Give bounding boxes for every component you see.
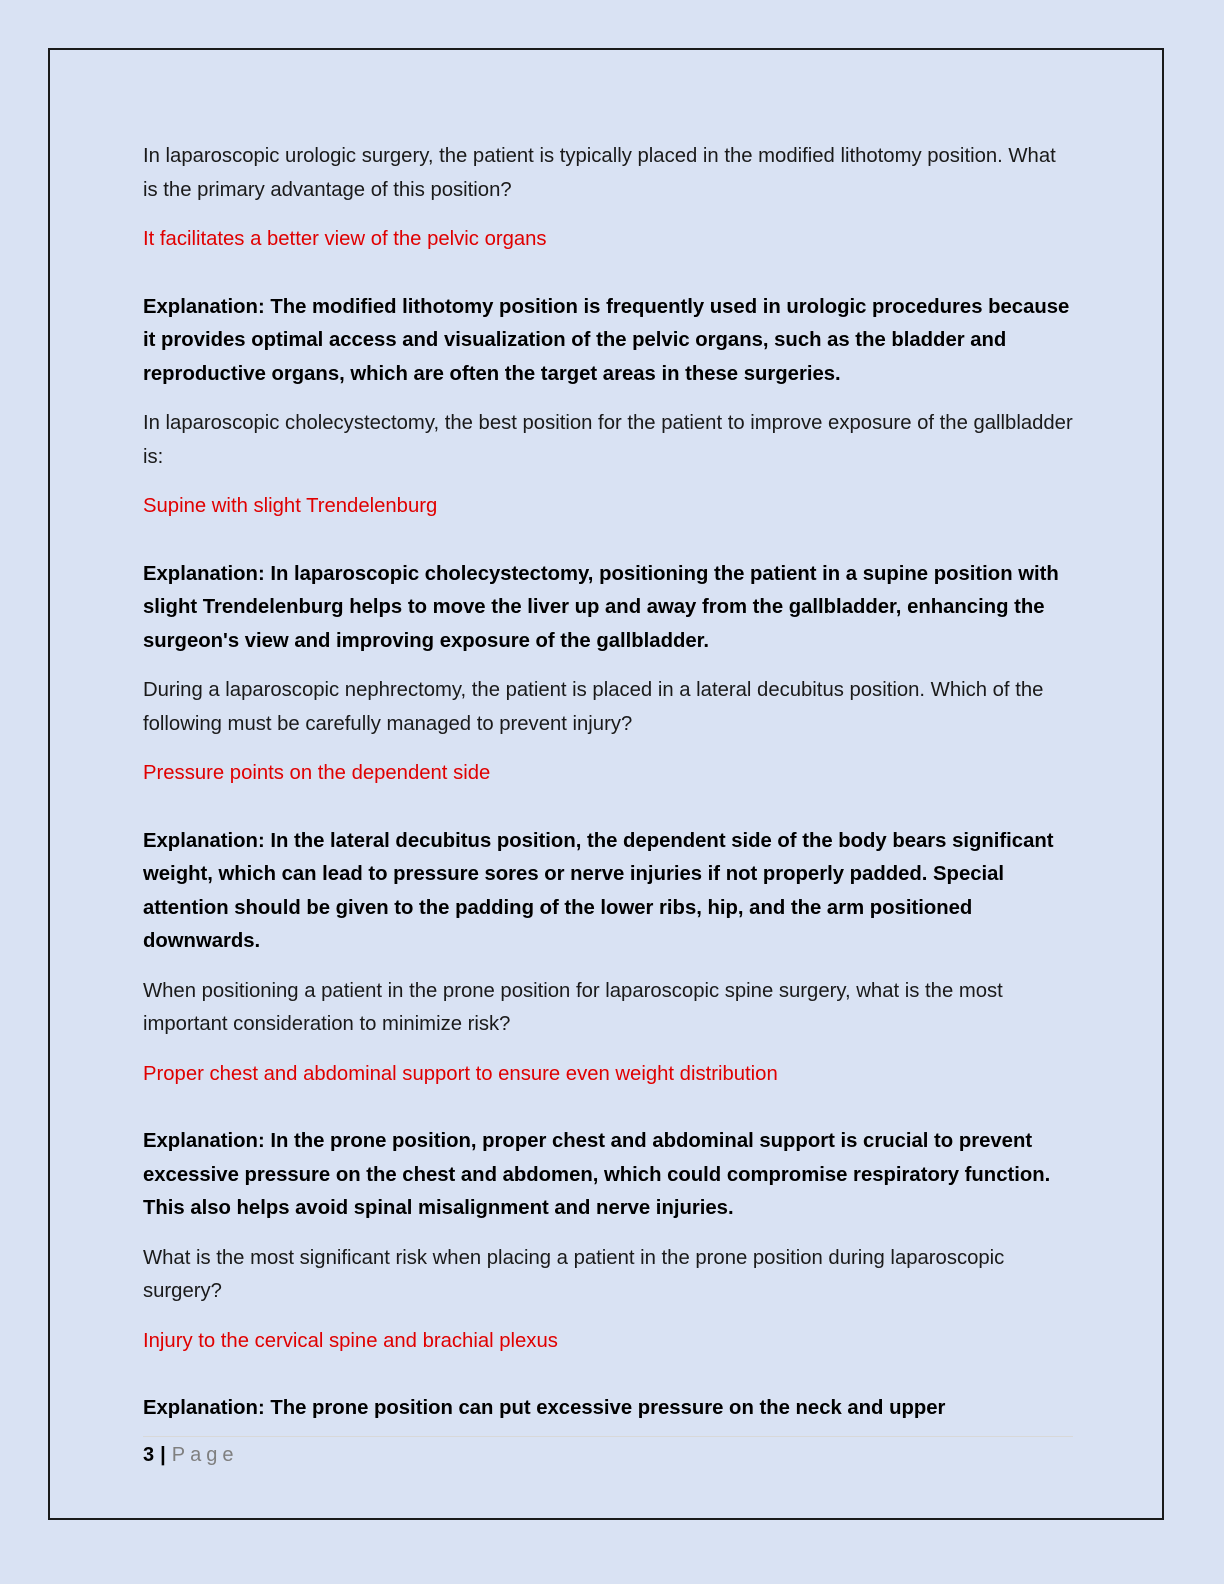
question-text: In laparoscopic urologic surgery, the patient is typically placed in the modified lithotomy position. What is the primary advantage of this position? <box>143 145 1056 201</box>
explanation-text: Explanation: The prone position can put excessive pressure on the neck and upper <box>143 1397 946 1419</box>
question-text: During a laparoscopic nephrectomy, the patient is placed in a lateral decubitus position. Which of the following must be carefully managed to prevent injury? <box>143 679 1044 735</box>
page-number: 3 <box>143 1444 155 1466</box>
question-text: In laparoscopic cholecystectomy, the best position for the patient to improve exposure of the gallbladder is: <box>143 412 1073 468</box>
page-footer <box>143 1436 1073 1469</box>
question-text: What is the most significant risk when placing a patient in the prone position during laparoscopic surgery? <box>143 1246 1005 1302</box>
answer-text: It facilitates a better view of the pelvic organs <box>143 228 547 250</box>
page-label: Page <box>171 1444 239 1466</box>
answer-text: Pressure points on the dependent side <box>143 762 491 784</box>
answer-text: Proper chest and abdominal support to ensure even weight distribution <box>143 1062 778 1085</box>
footer-separator: | <box>160 1444 166 1466</box>
answer-text: Injury to the cervical spine and brachial plexus <box>143 1329 558 1352</box>
document-body <box>143 140 1073 1442</box>
explanation-text: Explanation: In the prone position, proper chest and abdominal support is crucial to prevent excessive pressure on the chest and abdomen, which could compromise respiratory function. This also helps avoid spinal misalignment and nerve injuries. <box>143 1130 1051 1219</box>
explanation-text: Explanation: The modified lithotomy position is frequently used in urologic procedures because it provides optimal access and visualization of the pelvic organs, such as the bladder and reproductive organs, which are often the target areas in these surgeries. <box>143 295 1070 385</box>
explanation-text: Explanation: In the lateral decubitus position, the dependent side of the body bears significant weight, which can lead to pressure sores or nerve injuries if not properly padded. Special attention should be given to the padding of the lower ribs, hip, and the arm positioned downwards. <box>143 829 1054 952</box>
question-text: When positioning a patient in the prone position for laparoscopic spine surgery, what is the most important consideration to minimize risk? <box>143 979 1003 1035</box>
answer-text: Supine with slight Trendelenburg <box>143 495 438 517</box>
explanation-text: Explanation: In laparoscopic cholecystectomy, positioning the patient in a supine position with slight Trendelenburg helps to move the liver up and away from the gallbladder, enhancing the surgeon's view and improving exposure of the gallbladder. <box>143 562 1059 652</box>
